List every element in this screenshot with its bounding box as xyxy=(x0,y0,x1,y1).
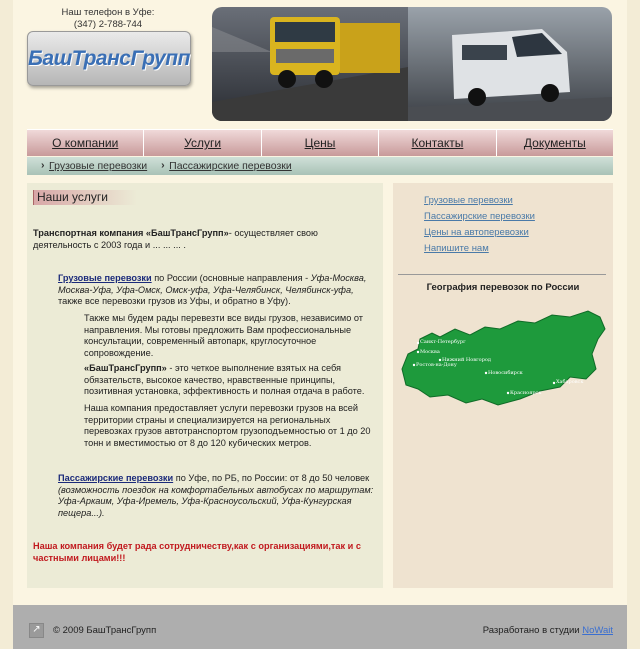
passenger-paragraph xyxy=(58,473,378,519)
city-rostov: Ростов-на-Дону xyxy=(416,362,457,368)
up-arrow-icon[interactable]: ↗ xyxy=(29,623,44,638)
cargo-text2: также все перевозки грузов из Уфы, и обратно в Уфу). xyxy=(58,296,291,307)
cargo-routes: Уфа-Москва, Москва-Уфа, Уфа-Омск, Омск-уфа, Уфа-Челябинск, Челябинск-уфа, xyxy=(58,273,367,295)
cargo-paragraph-2: Также мы будем рады перевезти все виды грузов, независимо от направления. Мы готовы предложить Вам профессиональные консультации, современный автопарк, круглосуточное сопровождение. xyxy=(84,313,363,358)
logo-text: БашТрансГрупп xyxy=(28,46,190,70)
cargo-p3-text: - это четкое выполнение взятых на себя обязательств, высокое качество, нравственные принципы, позитивная установка, эффективность и полная отдача в работе. xyxy=(84,363,365,397)
page xyxy=(13,0,627,649)
closing-message: Наша компания будет рада сотрудничеству,как с организациями,так и с частными лицами!!! xyxy=(33,541,361,563)
developer-credit xyxy=(483,625,613,636)
cargo-text1: по России (основные направления - xyxy=(151,273,309,283)
russia-map xyxy=(400,299,610,411)
menu-item-prices[interactable]: Цены xyxy=(262,130,379,156)
main-menu xyxy=(27,129,613,156)
cargo-paragraph-3 xyxy=(84,363,379,398)
cargo-link[interactable]: Грузовые перевозки xyxy=(58,273,152,283)
passenger-text: по Уфе, по РБ, по России: от 8 до 50 человек xyxy=(173,473,370,483)
header-photos xyxy=(212,7,612,121)
menu-item-services[interactable]: Услуги xyxy=(144,130,261,156)
passenger-link[interactable]: Пассажирские перевозки xyxy=(58,473,174,483)
sidebar xyxy=(393,183,613,588)
cargo-company: «БашТрансГрупп» xyxy=(84,363,167,373)
phone-number: (347) 2-788-744 xyxy=(73,19,143,30)
city-spb: Санкт-Петербург xyxy=(420,339,466,345)
submenu-item-cargo[interactable]: › Грузовые перевозки xyxy=(49,160,147,172)
city-krasnoyarsk: Красноярск xyxy=(510,390,542,396)
logo[interactable] xyxy=(27,31,191,86)
main-content xyxy=(27,183,383,588)
city-nsk: Новосибирск xyxy=(488,370,523,376)
cargo-paragraph xyxy=(58,273,378,308)
cargo-paragraph-4: Наша компания предоставляет услуги перевозки грузов на всей территории страны и специализируется на региональных перевозках грузов автотранспортом грузоподъемностью от 1 до 20 тонн и вместимостью от 8 до 120 кубических метров. xyxy=(84,403,371,448)
phone-block xyxy=(27,7,189,31)
intro-text: - осуществляет свою деятельность с 2003 года и ... ... ... . xyxy=(33,228,318,250)
sidebar-link-cargo[interactable]: Грузовые перевозки xyxy=(424,195,513,206)
menu-item-contacts[interactable]: Контакты xyxy=(379,130,496,156)
dev-link[interactable]: NoWait xyxy=(582,625,613,636)
city-khabarovsk: Хабаровск xyxy=(556,379,584,385)
copyright: © 2009 БашТрансГрупп xyxy=(53,625,157,636)
section-title: Наши услуги xyxy=(33,190,137,205)
menu-item-documents[interactable]: Документы xyxy=(523,136,586,150)
intro-company: Транспортная компания «БашТрансГрупп» xyxy=(33,228,229,238)
dev-text: Разработано в студии xyxy=(482,625,583,636)
geo-title: География перевозок по России xyxy=(426,282,580,293)
sidebar-link-write[interactable]: Напишите нам xyxy=(424,243,489,254)
sidebar-link-prices[interactable]: Цены на автоперевозки xyxy=(424,227,529,238)
intro-paragraph xyxy=(33,228,361,251)
passenger-routes: (возможность поездок на комфортабельных автобусах по маршрутам: Уфа-Аркаим, Уфа-Иремель, Уфа-Красноусольский, Уфа-Кунгурская пещера...). xyxy=(58,484,374,518)
footer xyxy=(13,605,627,649)
submenu xyxy=(27,157,613,175)
city-moscow: Москва xyxy=(420,349,440,355)
submenu-item-passenger[interactable]: › Пассажирские перевозки xyxy=(169,160,292,172)
city-nn: Нижний Новгород xyxy=(442,357,491,363)
phone-label: Наш телефон в Уфе: xyxy=(61,7,155,18)
sidebar-divider xyxy=(398,274,606,275)
sidebar-link-passenger[interactable]: Пассажирские перевозки xyxy=(424,211,535,222)
menu-item-about[interactable]: О компании xyxy=(27,130,144,156)
